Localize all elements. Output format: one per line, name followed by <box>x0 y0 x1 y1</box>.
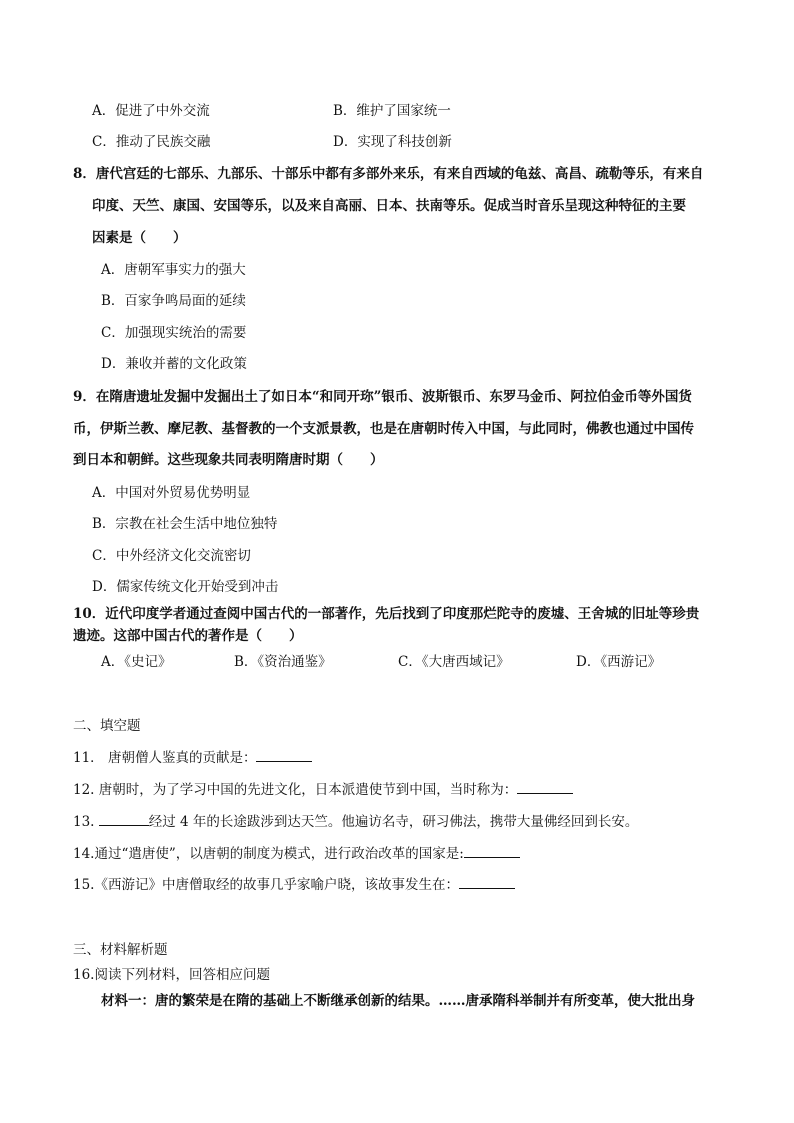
q10-option-b: B．《资治通鉴》 <box>234 654 332 670</box>
q7-option-c: C．推动了民族交融 <box>92 134 211 150</box>
fill-item-15-text: 15.《西游记》中唐僧取经的故事几乎家喻户晓，该故事发生在： <box>73 877 459 893</box>
q16-stem: 16.阅读下列材料，回答相应问题 <box>73 967 270 983</box>
section2-heading: 二、填空题 <box>73 718 141 734</box>
fill-item-13-text: 经过 4 年的长途跋涉到达天竺。他遍访名寺，研习佛法，携带大量佛经回到长安。 <box>148 814 639 830</box>
answer-blank-15[interactable] <box>459 876 515 889</box>
fill-item-11-text: 11． 唐朝僧人鉴真的贡献是： <box>73 750 257 766</box>
answer-blank-11[interactable] <box>256 749 312 762</box>
q8-option-a: A．唐朝军事实力的强大 <box>101 262 246 278</box>
fill-item-12 <box>73 781 573 799</box>
fill-item-12-text: 12. 唐朝时，为了学习中国的先进文化，日本派遣使节到中国，当时称为： <box>73 782 518 798</box>
q10-option-a: A．《史记》 <box>101 654 172 670</box>
q16-material-1: 材料一：唐的繁荣是在隋的基础上不断继承创新的结果。……唐承隋科举制并有所变革，使大批出身 <box>101 993 695 1009</box>
q9-stem-line-1: 9．在隋唐遗址发掘中发掘出土了如日本“和同开珎”银币、波斯银币、东罗马金币、阿拉伯金币等外国货 <box>73 389 692 405</box>
q9-option-a: A．中国对外贸易优势明显 <box>92 485 251 501</box>
fill-item-15 <box>73 876 515 894</box>
q8-stem-line-1: 8．唐代宫廷的七部乐、九部乐、十部乐中都有多部外来乐，有来自西域的龟兹、高昌、疏勒等乐，有来自 <box>73 166 704 182</box>
q7-option-a: A．促进了中外交流 <box>92 103 210 119</box>
q9-option-b: B．宗教在社会生活中地位独特 <box>92 516 278 532</box>
q10-option-c: C．《大唐西域记》 <box>398 654 510 670</box>
q9-option-c: C．中外经济文化交流密切 <box>92 548 251 564</box>
fill-item-11 <box>73 749 312 767</box>
fill-item-13 <box>73 813 638 831</box>
answer-blank-14[interactable] <box>464 845 520 858</box>
q9-option-d: D．儒家传统文化开始受到冲击 <box>92 579 279 595</box>
answer-blank-12[interactable] <box>517 781 573 794</box>
fill-item-14-text: 14.通过“遣唐使”，以唐朝的制度为模式，进行政治改革的国家是: <box>73 846 464 862</box>
fill-item-13-number: 13. <box>73 814 99 830</box>
q10-stem-line-2: 遗迹。这部中国古代的著作是（ ） <box>73 628 303 644</box>
q7-option-b: B．维护了国家统一 <box>333 103 451 119</box>
q9-stem-line-3: 到日本和朝鲜。这些现象共同表明隋唐时期（ ） <box>73 452 384 468</box>
q8-option-d: D．兼收并蓄的文化政策 <box>101 356 247 372</box>
q9-stem-line-2: 币，伊斯兰教、摩尼教、基督教的一个支派景教，也是在唐朝时传入中国，与此同时，佛教也通过中国传 <box>73 421 694 437</box>
answer-blank-13[interactable] <box>99 813 149 826</box>
q10-stem-line-1: 10．近代印度学者通过查阅中国古代的一部著作，先后找到了印度那烂陀寺的废墟、王舍城的旧址等珍贵 <box>73 606 700 622</box>
q8-option-c: C．加强现实统治的需要 <box>101 325 247 341</box>
fill-item-14 <box>73 845 520 863</box>
q7-option-d: D．实现了科技创新 <box>333 134 452 150</box>
q8-stem-line-2: 印度、天竺、康国、安国等乐，以及来自高丽、日本、扶南等乐。促成当时音乐呈现这种特征的主要 <box>92 198 686 214</box>
q8-stem-line-3: 因素是（ ） <box>92 230 187 246</box>
q8-option-b: B．百家争鸣局面的延续 <box>101 293 246 309</box>
section3-heading: 三、材料解析题 <box>73 942 168 958</box>
q10-option-d: D．《西游记》 <box>576 654 662 670</box>
